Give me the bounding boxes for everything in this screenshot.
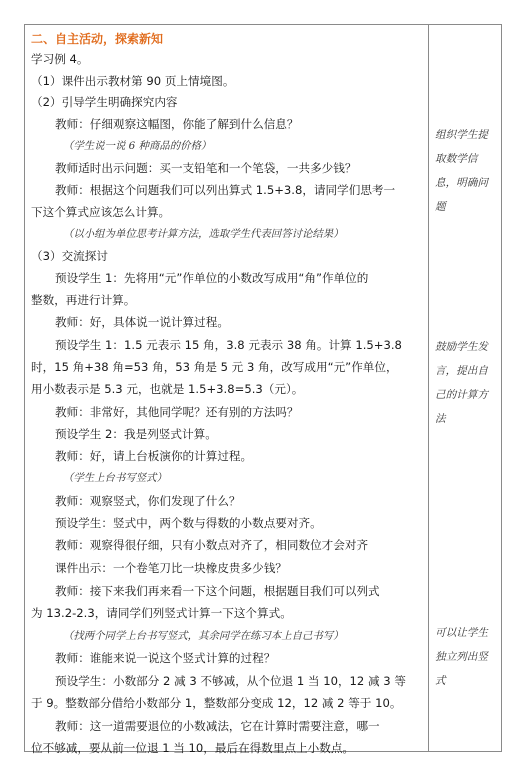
lesson-table	[24, 24, 502, 755]
teacher-line-cont: 为 13.2-2.3，请同学们列竖式计算一下这个算式。	[31, 606, 292, 620]
step-3: （3）交流探讨	[31, 249, 108, 263]
side-note-3: 可以让学生独立列出竖式	[435, 627, 488, 687]
teacher-line: 教师：根据这个问题我们可以列出算式 1.5+3.8，请同学们思考一	[55, 183, 396, 197]
student-answer: 预设学生：小数部分 2 减 3 不够减，从个位退 1 当 10，12 减 3 等	[55, 674, 406, 688]
student-note: （学生说一说 6 种商品的价格）	[63, 140, 212, 152]
student-answer-cont: 整数，再进行计算。	[31, 293, 136, 307]
student-answer-cont: 用小数表示是 5.3 元，也就是 1.5+3.8=5.3（元）。	[31, 382, 304, 396]
teacher-line: 教师：这一道需要退位的小数减法，它在计算时需要注意，哪一	[55, 719, 380, 733]
group-note: （以小组为单位思考计算方法，选取学生代表回答讨论结果）	[63, 228, 344, 240]
courseware-line: 课件出示：一个卷笔刀比一块橡皮贵多少钱？	[55, 561, 287, 575]
teacher-line: 教师：观察得很仔细，只有小数点对齐了，相同数位才会对齐	[55, 538, 369, 552]
teacher-line: 教师：观察竖式，你们发现了什么？	[55, 494, 241, 508]
teacher-line-cont: 下这个算式应该怎么计算。	[31, 205, 171, 219]
student-note: （学生上台书写竖式）	[63, 472, 167, 484]
step-1: （1）课件出示教材第 90 页上情境图。	[31, 74, 235, 88]
step-2: （2）引导学生明确探究内容	[31, 95, 178, 109]
teacher-line: 教师：好，具体说一说计算过程。	[55, 315, 229, 329]
teacher-line: 教师：好，请上台板演你的计算过程。	[55, 449, 253, 463]
student-answer-cont: 时，15 角+38 角=53 角，53 角是 5 元 3 角，改写成用“元”作单位，	[31, 360, 398, 374]
side-note-2: 鼓励学生发言，提出自己的计算方法	[435, 341, 488, 425]
design-intent-cell	[429, 25, 501, 751]
section-heading: 二、自主活动，探索新知	[31, 32, 164, 46]
student-answer: 预设学生：竖式中，两个数与得数的小数点要对齐。	[55, 516, 322, 530]
group-note: （找两个同学上台书写竖式，其余同学在练习本上自己书写）	[63, 630, 344, 642]
teacher-line: 教师适时出示问题：买一支铅笔和一个笔袋，一共多少钱？	[55, 161, 357, 175]
teacher-line: 教师：仔细观察这幅图，你能了解到什么信息？	[55, 117, 299, 131]
teacher-line: 教师：谁能来说一说这个竖式计算的过程？	[55, 651, 276, 665]
example-title: 学习例 4。	[31, 52, 89, 66]
teacher-line-cont: 位不够减，要从前一位退 1 当 10，最后在得数里点上小数点。	[31, 741, 355, 755]
teacher-line: 教师：非常好，其他同学呢？还有别的方法吗？	[55, 405, 299, 419]
student-answer: 预设学生 1：1.5 元表示 15 角，3.8 元表示 38 角。计算 1.5+3.8	[55, 338, 402, 352]
student-answer-cont: 于 9。整数部分借给小数部分 1，整数部分变成 12，12 减 2 等于 10。	[31, 696, 402, 710]
lesson-content-cell	[25, 25, 429, 755]
teacher-line: 教师：接下来我们再来看一下这个问题，根据题目我们可以列式	[55, 584, 380, 598]
student-answer: 预设学生 2：我是列竖式计算。	[55, 427, 217, 441]
side-note-1: 组织学生提取数学信息，明确问题	[435, 129, 488, 213]
student-answer: 预设学生 1：先将用“元”作单位的小数改写成用“角”作单位的	[55, 271, 369, 285]
